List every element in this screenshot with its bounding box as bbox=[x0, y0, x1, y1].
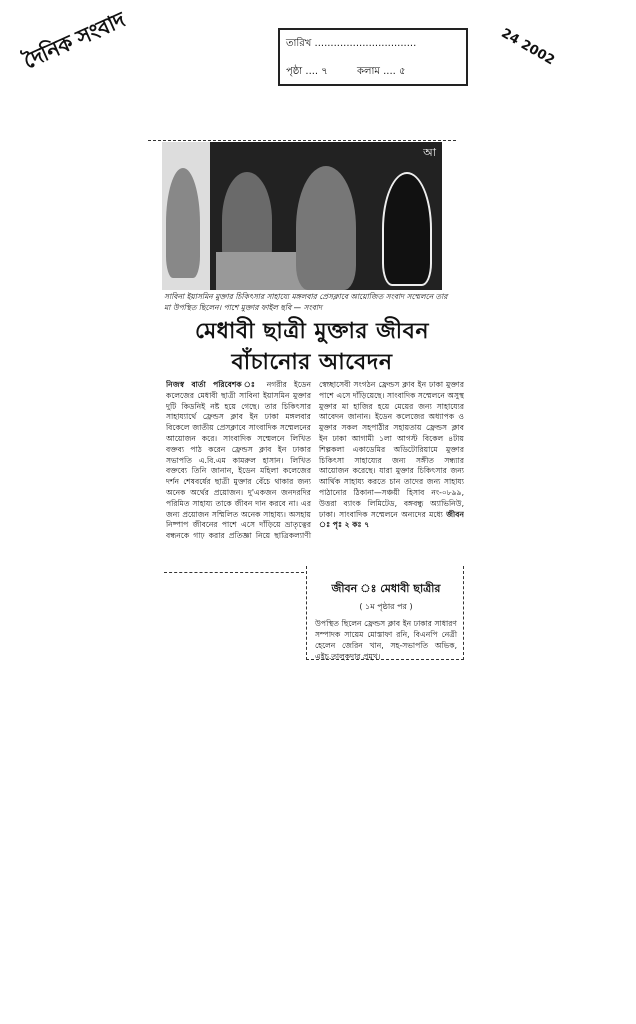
stamp-date-row: তারিখ ................................ bbox=[286, 38, 417, 49]
stamp-column-value: ৫ bbox=[399, 66, 406, 77]
photo-person bbox=[296, 166, 356, 290]
continuation-text: উপস্থিত ছিলেন ফ্রেন্ডস ক্লাব ইন ঢাকার সাধারণ সম্পাদক সায়েম মোস্তাফা রনি, বিএনপি নেত্রী হেলেন জেরিন খান, সহ-সভাপতি অভিক, এইচ.তালুকদার প্রমুখ। bbox=[315, 619, 457, 661]
photo-portrait bbox=[382, 172, 432, 286]
article-body bbox=[166, 380, 464, 573]
article-jump-reference: জীবন ঃ পৃঃ ২ কঃ ৭ bbox=[319, 509, 464, 530]
clipping-cut-edge bbox=[164, 572, 304, 573]
newspaper-masthead: দৈনিক সংবাদ bbox=[19, 7, 129, 74]
headline-line-1: মেধাবী ছাত্রী মুক্তার জীবন bbox=[195, 319, 429, 344]
handwritten-date: 24 2002 bbox=[498, 26, 557, 69]
stamp-date-label: তারিখ bbox=[286, 38, 312, 49]
news-photo bbox=[162, 142, 442, 290]
stamp-page-value: ৭ bbox=[321, 66, 328, 77]
continuation-subheading: ( ১ম পৃষ্ঠার পর ) bbox=[359, 602, 413, 611]
photo-caption: সাবিনা ইয়াসমিন মুক্তার চিকিৎসার সাহায্যে মঙ্গলবার প্রেসক্লাবে আয়োজিত সংবাদ সম্মেলনে তার মা উপস্থিত ছিলেন। পাশে মুক্তার ফাইল ছবি — সংবাদ bbox=[164, 292, 448, 312]
stamp-column-label: কলাম bbox=[357, 66, 380, 77]
article-paragraph bbox=[166, 380, 464, 542]
continuation-heading: জীবন ঃ মেধাবী ছাত্রীর bbox=[331, 582, 441, 595]
photo-banner-text: আ bbox=[423, 146, 436, 159]
clipping-stamp bbox=[278, 28, 468, 86]
stamp-page-row: পৃষ্ঠা .... ৭ কলাম .... ৫ bbox=[286, 66, 406, 77]
continuation-box bbox=[306, 566, 464, 660]
headline-line-2: বাঁচানোর আবেদন bbox=[231, 350, 393, 375]
article-text: নগরীর ইডেন কলেজের মেধাবী ছাত্রী সাবিনা ইয়াসমিন মুক্তার দুটি কিডনিই নষ্ট হয়ে গেছে। তার চিকিৎসার সাহায্যার্থে ফ্রেন্ডস ক্লাব ইন ঢাকা মঙ্গলবার বিকেলে জাতীয় প্রেসক্লাবে সাংবাদিক সম্মেলনের আয়োজন করে। সাংবাদিক সম্মেলনে লিখিত বক্তব্য পাঠ করেন ফ্রেন্ডস ক্লাব ইন ঢাকার সভাপতি এ.বি.এম কামরুল হাসান। লিখিত বক্তব্যে তিনি জানান, ইডেন মহিলা কলেজের দর্শন শেষবর্ষের ছাত্রী মুক্তার বেঁচে থাকার জন্য অনেক অর্থের প্রয়োজন। দু'একজন জনদরদির পরিমিত সাহায্য তাকে জীবন দান করবে না। এর জন্য প্রয়োজন সম্মিলিত অনেক সাহায্য। অসহায় নিষ্পাপ জীবনের পাশে এসে দাঁড়িয়ে ভ্রাতৃত্বের বন্ধনকে গাঢ় করার প্রতিজ্ঞা নিয়ে ছাত্রিকল্যাণী স্বেচ্ছাসেবী সংগঠন ফ্রেন্ডস ক্লাব ইন ঢাকা মুক্তার পাশে এসে দাঁড়িয়েছে। সাংবাদিক সম্মেলনে অসুস্থ মুক্তার মা হাজির হয়ে মেয়ের জন্য সাহায্যের আবেদন জানান। ইডেন কলেজের অধ্যাপক ও মুক্তার সকল সহপাঠীর সহায়তায় ফ্রেন্ডস ক্লাব ইন ঢাকা আগামী ১লা আগস্ট বিকেল ৪টায় শিল্পকলা একাডেমির অডিটোরিয়ামে মুক্তার চিকিৎসা সাহায্যের জন্য সঙ্গীত সন্ধ্যার আয়োজন করেছে। যারা মুক্তার চিকিৎসার জন্য আর্থিক সাহায্য করতে চান তাদের জন্য সাহায্য পাঠানোর ঠিকানা—সঞ্চয়ী হিসাব নং-০৮৯৯, উত্তরা ব্যাংক লিমিটেড, বঙ্গবন্ধু অ্যাভিনিউ, ঢাকা। সাংবাদিক সম্মেলনে অন্যদের মধ্যে bbox=[166, 380, 464, 541]
article-headline bbox=[166, 316, 458, 378]
stamp-page-label: পৃষ্ঠা bbox=[286, 66, 303, 77]
article-dateline: নিজস্ব বার্তা পরিবেশক ঃ bbox=[166, 380, 260, 389]
photo-person bbox=[166, 168, 200, 278]
